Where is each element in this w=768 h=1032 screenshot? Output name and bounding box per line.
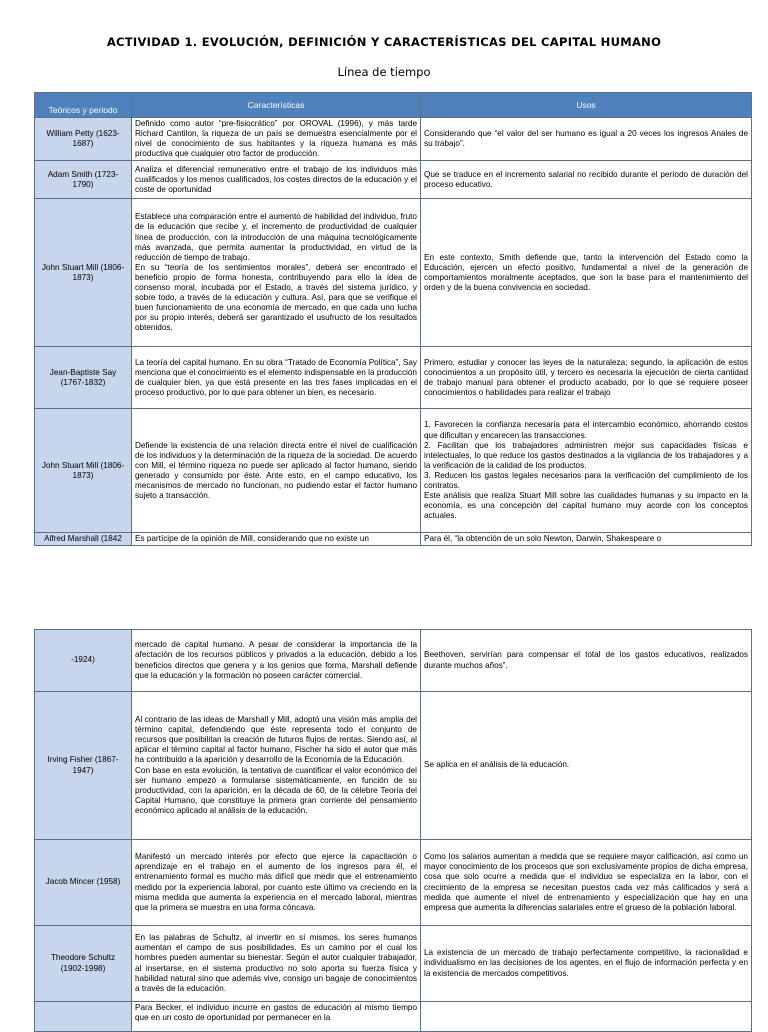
characteristics-cell [132, 630, 421, 692]
uses-cell [421, 347, 752, 409]
timeline-table [34, 92, 752, 546]
theorist-cell: John Stuart Mill (1806-1873) [35, 199, 132, 347]
theorist-cell: William Petty (1623-1687) [35, 118, 132, 161]
characteristics-cell [132, 347, 421, 409]
characteristics-text: mercado de capital humano. A pesar de considerar la importancia de la afectación de los recursos públicos y privados a la educación, debido a los beneficios directos que genera y a los genios que forma, Marshall defiende que la educación y la formación no poseen carácter comercial. [135, 640, 417, 680]
table-row [35, 692, 752, 840]
characteristics-cell [132, 118, 421, 161]
uses-text: Considerando que “el valor del ser humano es igual a 20 veces los ingresos Anales de su trabajo”. [424, 129, 748, 149]
header-characteristics: Características [132, 93, 421, 118]
theorist-cell [35, 1002, 132, 1032]
timeline-table-continued [34, 629, 752, 1032]
characteristics-text: Defiende la existencia de una relación directa entre el nivel de cualificación de los individuos y la determinación de la riqueza de la sociedad. De acuerdo con Mill, el término riqueza no puede ser aplicado al factor humano, siendo generado y consumido por éste. Ante esto, en el campo educativo, los mecanismos de mercado no funcionan, no pudiendo estar el factor humano sujeto a transacción. [135, 440, 417, 501]
characteristics-text: Para Becker, el individuo incurre en gastos de educación al mismo tiempo que en un costo de oportunidad por permanecer en la [135, 1003, 417, 1023]
table-row [35, 199, 752, 347]
characteristics-cell [132, 533, 421, 546]
characteristics-text: Definido como autor “pre-fisiocrático” por OROVAL (1996), y más tarde Richard Cantilon, la riqueza de un país se demuestra esencialmente por el nivel de conocimiento de sus habitantes y la riqueza humana es más productiva que cualquier otro factor de producción. [135, 119, 417, 159]
table-header-row [35, 93, 752, 118]
uses-text: Para él, “la obtención de un solo Newton, Darwin, Shakespeare o [424, 534, 662, 544]
table-row [35, 1002, 752, 1032]
theorist-cell: Jacob Mincer (1958) [35, 840, 132, 926]
theorist-cell: John Stuart Mill (1806-1873) [35, 409, 132, 533]
characteristics-cell [132, 1002, 421, 1032]
characteristics-text: Establece una comparación entre el aumento de habilidad del individuo, fruto de la educación que recibe y, el incremento de productividad de cualquier línea de producción, con la introducción de una máquina tecnológicamente más avanzada, que permita aumentar la productividad, en virtud de la reducción de tiempo de trabajo. En su “teoría de los sentimientos morales”, deberá ser encontrado el beneficio propio de forma honesta, contribuyendo para ello la idea de consenso moral, incubada por el Estado, a través del sistema jurídico, y sobre todo, a través de la educación y cultura. Así, para que se verifique el buen funcionamiento de una economía de mercado, en que cada uno lucha por su propio interés, deberá ser garantizado el usufructo de los resultados obtenidos. [135, 212, 417, 333]
uses-text: La existencia de un mercado de trabajo perfectamente competitivo, la racionalidad e individualismo en las decisiones de los agentes, en el flujo de información perfecta y en la existencia de mercados competitivos. [424, 948, 748, 978]
uses-cell [421, 199, 752, 347]
characteristics-text: La teoría del capital humano. En su obra “Tratado de Economía Política”, Say menciona que el conocimiento es el elemento indispensable en la producción de cualquier bien, ya que está presente en las tres fases implicadas en el proceso productivo, por lo que para obtener un bien, es necesario. [135, 357, 417, 397]
table-row [35, 533, 752, 546]
uses-text: Se aplica en el análisis de la educación. [424, 760, 570, 770]
theorist-cell: Theodore Schultz (1902-1998) [35, 926, 132, 1002]
uses-text: Como los salarios aumentan a medida que se requiere mayor calificación, así como un mayor conocimiento de los procesos que son exclusivamente propios de dicha empresa, cosa que solo ocurre a medida que el individuo se especializa en la labor, con el crecimiento de la empresa se necesitan puestos cada vez más calificados y será a medida que aumente el nivel de entrenamiento y especialización que hay en una empresa que aumenta la diferencias salariales entre el grueso de la población laboral. [424, 852, 748, 912]
uses-cell [421, 533, 752, 546]
uses-cell [421, 630, 752, 692]
characteristics-cell [132, 409, 421, 533]
table-row [35, 161, 752, 199]
characteristics-cell [132, 161, 421, 199]
theorist-cell: Adam Smith (1723-1790) [35, 161, 132, 199]
uses-cell [421, 161, 752, 199]
page-subtitle: Línea de tiempo [337, 65, 431, 79]
characteristics-text: Es partícipe de la opinión de Mill, considerando que no existe un [135, 534, 369, 544]
uses-text: Beethoven, servirían para compensar el total de los gastos educativos, realizados durante muchos años”. [424, 650, 748, 670]
uses-text: Primero, estudiar y conocer las leyes de la naturaleza; segundo, la aplicación de estos conocimientos a un propósito útil, y tercero es necesaria la ejecución de cierta cantidad de trabajo manual para obtener el producto acabado, por lo que se requiere poseer conocimientos o habilidades para realizar el trabajo [424, 357, 748, 397]
characteristics-cell [132, 692, 421, 840]
theorist-cell: Alfred Marshall (1842 [35, 533, 132, 546]
uses-cell [421, 692, 752, 840]
uses-text: En este contexto, Smith defiende que, tanto la intervención del Estado como la Educación, ejercen un efecto positivo, fundamental a nivel de la generación de comportamientos moralmente aceptados, que son la base para el mantenimiento del orden y de la buena convivencia en sociedad. [424, 252, 748, 292]
characteristics-text: Analiza el diferencial remunerativo entre el trabajo de los individuos más cualificados y los menos cualificados, los costes directos de la educación y el coste de oportunidad [135, 164, 417, 194]
table-row [35, 118, 752, 161]
header-theorists: Teóricos y periodo [35, 93, 132, 118]
characteristics-text: Manifestó un mercado interés por efecto que ejerce la capacitación o aprendizaje en el trabajo en el aumento de los ingresos para él, el entrenamiento formal es mucho más difícil que medir que el entrenamiento medido por la experiencia laboral, por cuanto este último va creciendo en la misma medida que aumenta la experiencia en el mercado laboral, mientras que la primera se muestra en una forma cóncava. [135, 852, 417, 912]
table-row [35, 347, 752, 409]
theorist-cell: Irving Fisher (1867-1947) [35, 692, 132, 840]
characteristics-cell [132, 199, 421, 347]
table-row [35, 926, 752, 1002]
uses-text: 1. Favorecen la confianza necesaria para el intercambio económico, ahorrando costos que dificultan y encarecen las transacciones. 2. Facilitan que los trabajadores administren mejor sus capacidades físicas e intelectuales, lo que reduce los gastos destinados a la vigilancia de los trabajadores y a la verificación de la calidad de los productos. 3. Reducen los gastos legales necesarios para la verificación del cumplimiento de los contratos. Este análisis que realiza Stuart Mill sobre las cualidades humanas y su impacto en la economía, es una concepción del capital humano muy acorde con los conceptos actuales. [424, 420, 748, 521]
uses-text: Que se traduce en el incremento salarial no recibido durante el período de duración del proceso educativo. [424, 169, 748, 189]
header-uses: Usos [421, 93, 752, 118]
uses-cell [421, 118, 752, 161]
theorist-cell: Jean-Baptiste Say (1767-1832) [35, 347, 132, 409]
theorist-cell: -1924) [35, 630, 132, 692]
characteristics-text: Al contrario de las ideas de Marshall y Mill, adoptó una visión más amplia del término capital, defendiendo que éste representa todo el conjunto de recursos que posibilitan la creación de futuros flujos de rentas. Siendo así, al aplicar el término capital al factor humano, Fischer ha sido el autor que más ha contribuido a la aparición y desarrollo de la Economía de la Educación. Con base en esta evolución, la tentativa de cuantificar el valor económico del ser humano empezó a formularse sistemáticamente, en función de su productividad, con la aparición, en la década de 60, de la célebre Teoría del Capital Humano, que constituye la primera gran corriente del pensamiento económico aplicado al análisis de la educación. [135, 715, 417, 815]
uses-cell [421, 1002, 752, 1032]
characteristics-cell [132, 840, 421, 926]
characteristics-cell [132, 926, 421, 1002]
table-row [35, 630, 752, 692]
uses-cell [421, 926, 752, 1002]
uses-cell [421, 840, 752, 926]
characteristics-text: En las palabras de Schultz, al invertir en sí mismos, los seres humanos aumentan el campo de sus posibilidades. Es un camino por el cual los hombres pueden aumentar su bienestar. Según el autor cualquier trabajador, al insertarse, en el sistema productivo no solo aporta su fuerza física y habilidad natural sino que además vive, consigo un bagaje de conocimientos a través de la educación. [135, 933, 417, 993]
page-title: ACTIVIDAD 1. EVOLUCIÓN, DEFINICIÓN Y CARACTERÍSTICAS DEL CAPITAL HUMANO [106, 35, 662, 49]
table-row [35, 409, 752, 533]
table-row [35, 840, 752, 926]
uses-cell [421, 409, 752, 533]
